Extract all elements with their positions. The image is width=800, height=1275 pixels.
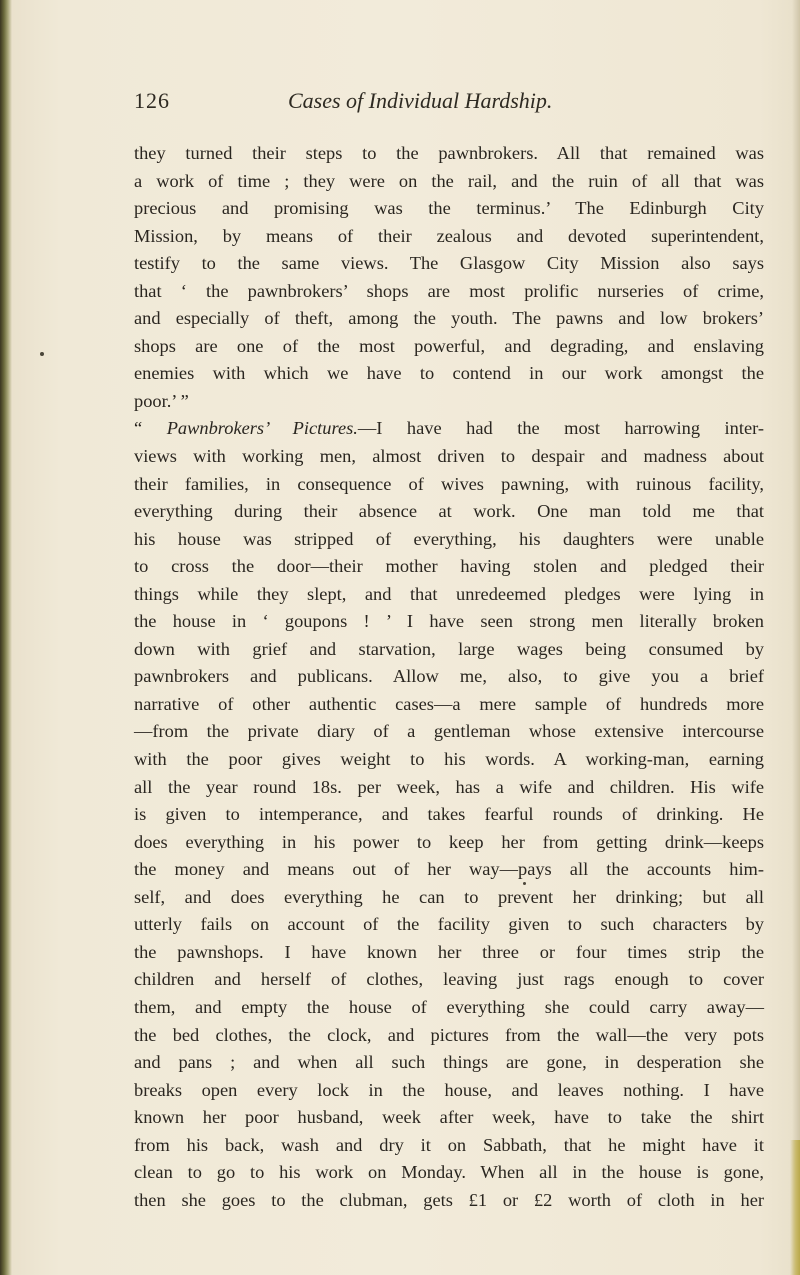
- text-line: utterly fails on account of the facility given to such characters by: [134, 914, 764, 935]
- text-line: known her poor husband, week after week, have to take the shirt: [134, 1107, 764, 1128]
- text-line: things while they slept, and that unredeemed pledges were lying in: [134, 583, 764, 604]
- text-line: a work of time ; they were on the rail, and the ruin of all that was: [134, 170, 764, 191]
- text-line: poor.’ ”: [134, 390, 189, 411]
- text-line: and especially of theft, among the youth. The pawns and low brokers’: [134, 308, 764, 329]
- text-line: enemies with which we have to contend in our work amongst the: [134, 363, 764, 384]
- text-line: the pawnshops. I have known her three or four times strip the: [134, 941, 764, 962]
- page-right-edge: [792, 0, 800, 1275]
- text-line: that ‘ the pawnbrokers’ shops are most prolific nurseries of crime,: [134, 280, 764, 301]
- text-line: they turned their steps to the pawnbrokers. All that remained was: [134, 143, 764, 163]
- running-title: Cases of Individual Hardship.: [288, 88, 553, 113]
- text-line: narrative of other authentic cases—a mere sample of hundreds more: [134, 693, 764, 714]
- section-heading: Pawnbrokers’ Pictures.: [166, 418, 358, 439]
- text-line: then she goes to the clubman, gets £1 or £2 worth of cloth in her: [134, 1189, 764, 1210]
- paper-speck: [523, 882, 526, 885]
- text-line: is given to intemperance, and takes fearful rounds of drinking. He: [134, 804, 764, 825]
- page-binding-edge: [0, 0, 12, 1275]
- section-lead-line: “ Pawnbrokers’ Pictures.—I have had the most harrowing inter-: [134, 418, 765, 439]
- text-line: them, and empty the house of everything she could carry away—: [134, 996, 764, 1017]
- paper-speck: [40, 352, 44, 356]
- text-line: the bed clothes, the clock, and pictures from the wall—the very pots: [134, 1024, 764, 1045]
- text-line: everything during their absence at work. One man told me that: [134, 501, 764, 522]
- text-line: to cross the door—their mother having stolen and pledged their: [134, 556, 764, 577]
- text-line: Mission, by means of their zealous and devoted superintendent,: [134, 225, 764, 246]
- text-line: his house was stripped of everything, his daughters were unable: [134, 528, 764, 549]
- text-line: the house in ‘ goupons ! ’ I have seen strong men literally broken: [134, 611, 764, 632]
- text-line: does everything in his power to keep her from getting drink—keeps: [134, 831, 764, 852]
- body-text: [134, 140, 764, 1214]
- text-line: and pans ; and when all such things are gone, in desperation she: [134, 1052, 764, 1073]
- text-line: the money and means out of her way—pays all the accounts him-: [134, 859, 764, 880]
- text-line: with the poor gives weight to his words. A working-man, earning: [134, 749, 764, 770]
- text-line: shops are one of the most powerful, and degrading, and enslaving: [134, 335, 764, 356]
- running-header: [134, 88, 734, 118]
- text-line: pawnbrokers and publicans. Allow me, also, to give you a brief: [134, 666, 764, 687]
- text-line: views with working men, almost driven to despair and madness about: [134, 446, 764, 467]
- text-line: from his back, wash and dry it on Sabbath, that he might have it: [134, 1134, 764, 1155]
- text-line: self, and does everything he can to prevent her drinking; but all: [134, 886, 764, 907]
- text-line: testify to the same views. The Glasgow City Mission also says: [134, 253, 764, 274]
- text-line: down with grief and starvation, large wages being consumed by: [134, 638, 764, 659]
- text-line: —from the private diary of a gentleman whose extensive intercourse: [134, 721, 764, 742]
- section-lead-rest: —I have had the most harrowing inter-: [357, 418, 765, 439]
- text-line: all the year round 18s. per week, has a wife and children. His wife: [134, 776, 764, 797]
- text-line: their families, in consequence of wives pawning, with ruinous facility,: [134, 473, 764, 494]
- text-line: breaks open every lock in the house, and leaves nothing. I have: [134, 1079, 764, 1100]
- text-line: precious and promising was the terminus.’ The Edinburgh City: [134, 198, 764, 219]
- text-line: clean to go to his work on Monday. When all in the house is gone,: [134, 1162, 764, 1183]
- page-number: 126: [134, 88, 170, 113]
- page-right-edge-stain: [790, 1140, 800, 1275]
- text-line: children and herself of clothes, leaving just rags enough to cover: [134, 969, 764, 990]
